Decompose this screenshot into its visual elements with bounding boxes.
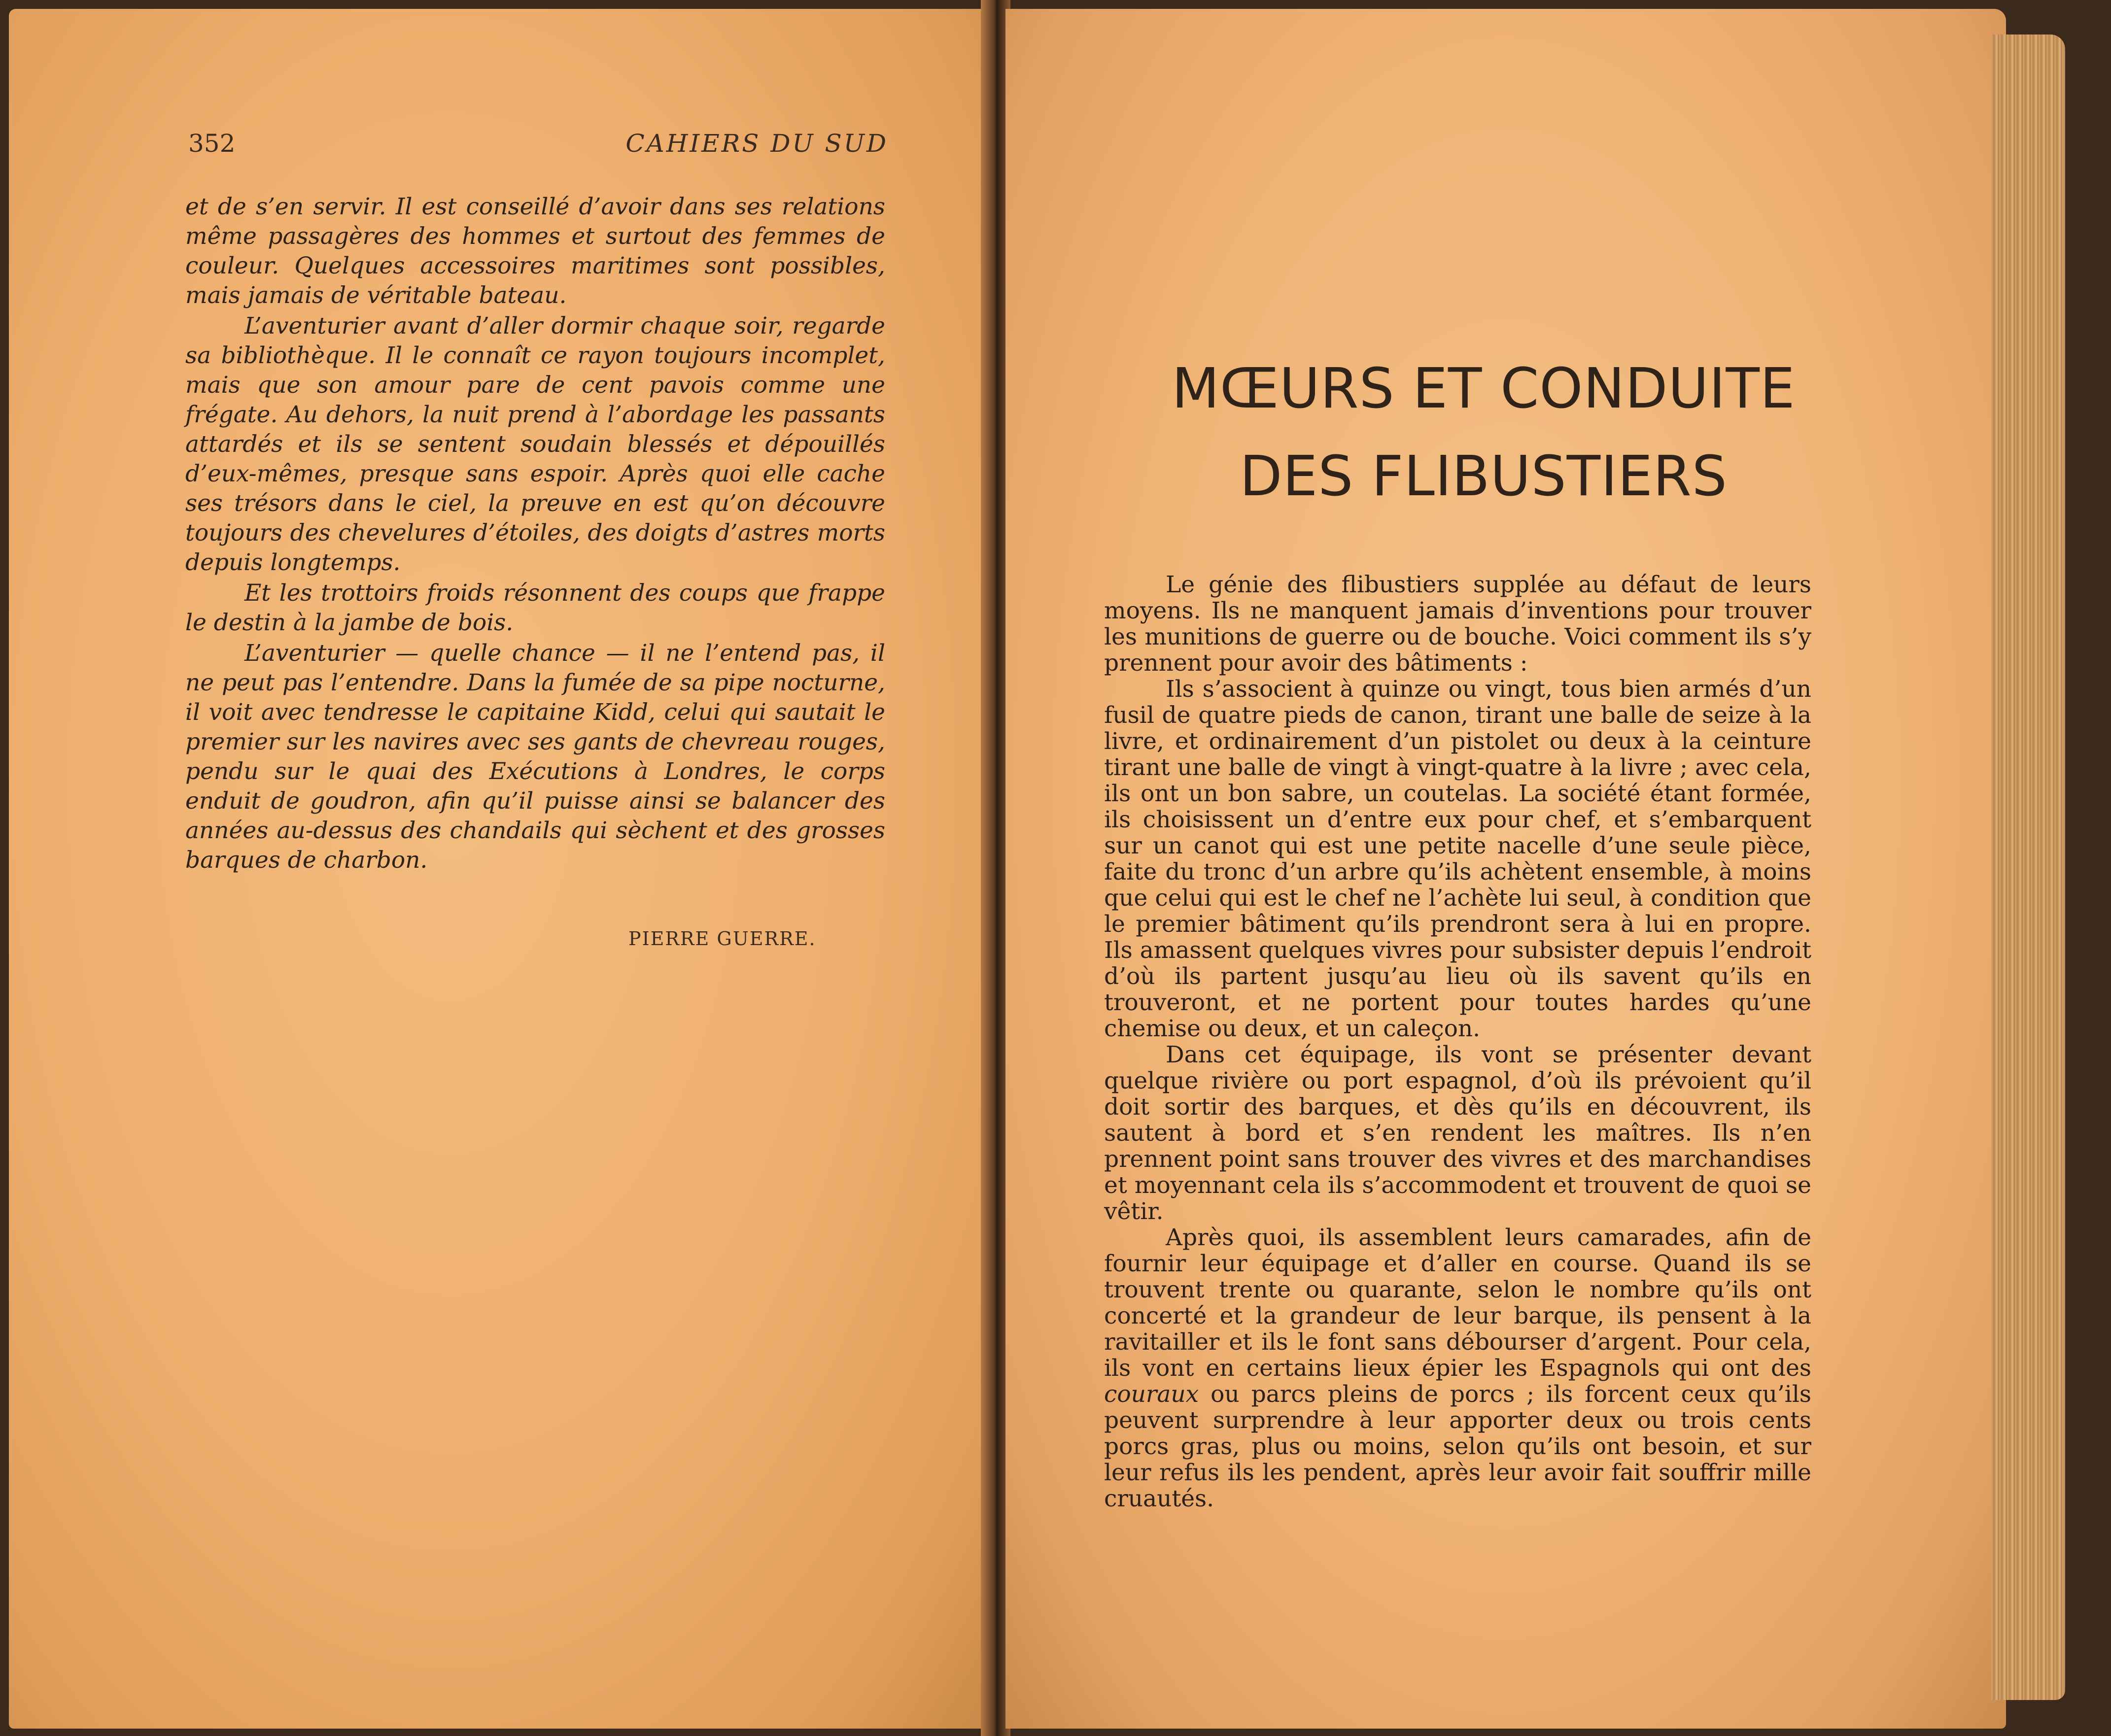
paragraph: L’aventurier avant d’aller dormir chaque soir, regarde sa bibliothèque. Il le connaît ce rayon toujours incomplet, mais que son amour pare de cent pavois comme une frégate. Au dehors, la nuit prend à l’abordage les passants attardés et ils se sentent soudain blessés et dépouillés d’eux-mêmes, presque sans espoir. Après quoi elle cache ses trésors dans le ciel, la preuve en est qu’on découvre toujours des chevelures d’étoiles, des doigts d’astres morts depuis longtemps.: [185, 312, 885, 576]
paragraph: Et les trottoirs froids résonnent des coups que frappe le destin à la jambe de bois.: [185, 579, 885, 636]
page-edges: [1991, 34, 2065, 1700]
title-line-2: DES FLIBUSTIERS: [1240, 444, 1728, 509]
running-head: CAHIERS DU SUD: [625, 129, 888, 158]
right-page-text: [1104, 572, 1811, 1512]
text-run: ou parcs pleins de porcs ; ils forcent ceux qu’ils peuvent surprendre à leur apporter deux ou trois cents porcs gras, plus ou moins, selon qu’ils ont besoin, et sur leur refus ils les pendent, après leur avoir fait souffrir mille cruautés.: [1104, 1381, 1811, 1512]
paragraph: Dans cet équipage, ils vont se présenter devant quelque rivière ou port espagnol, d’où ils prévoient qu’il doit sortir des barques, et dès qu’ils en découvrent, ils sautent à bord et s’en rendent les maîtres. Ils n’en prennent point sans trouver des vivres et des marchandises et moyennant cela ils s’accommodent et trouvent de quoi se vêtir.: [1104, 1041, 1811, 1225]
author-signature: PIERRE GUERRE.: [628, 928, 816, 950]
page-number: 352: [188, 129, 236, 158]
left-page-text: [185, 192, 885, 876]
paragraph: et de s’en servir. Il est conseillé d’avoir dans ses relations même passagères des hommes et surtout des femmes de couleur. Quelques accessoires maritimes sont possibles, mais jamais de véritable bateau.: [185, 193, 885, 309]
text-run: Après quoi, ils assemblent leurs camarades, afin de fournir leur équipage et d’aller en course. Quand ils se trouvent trente ou quarante, selon le nombre qu’ils ont concerté et la grandeur de leur barque, ils pensent à la ravitailler et ils le font sans débourser d’argent. Pour cela, ils vont en certains lieux épier les Espagnols qui ont des: [1104, 1224, 1811, 1382]
article-title: [1084, 345, 1883, 520]
paragraph: L’aventurier — quelle chance — il ne l’entend pas, il ne peut pas l’entendre. Dans la fumée de sa pipe nocturne, il voit avec tendresse le capitaine Kidd, celui qui sautait le premier sur les navires avec ses gants de chevreau rouges, pendu sur le quai des Exécutions à Londres, le corps enduit de goudron, afin qu’il puisse ainsi se balancer des années au-dessus des chandails qui sèchent et des grosses barques de charbon.: [185, 640, 885, 874]
left-page-header: [188, 129, 888, 169]
paragraph: Ils s’associent à quinze ou vingt, tous bien armés d’un fusil de quatre pieds de canon, tirant une balle de seize à la livre, et ordinairement d’un pistolet ou deux à la ceinture tirant une balle de vingt à vingt-quatre à la livre ; avec cela, ils ont un bon sabre, un coutelas. La société étant formée, ils choisissent un d’entre eux pour chef, et s’embarquent sur un canot qui est une petite nacelle d’une seule pièce, faite du tronc d’un arbre qu’ils achètent ensemble, à moins que celui qui est le chef ne l’achète lui seul, à condition que le premier bâtiment qu’ils prendront sera à lui en propre. Ils amassent quelques vivres pour subsister depuis l’endroit d’où ils partent jusqu’au lieu où ils savent qu’ils en trouveront, et ne portent pour toutes hardes qu’une chemise ou deux, et un caleçon.: [1104, 676, 1811, 1042]
italic-term: couraux: [1104, 1381, 1199, 1408]
title-line-1: MŒURS ET CONDUITE: [1172, 357, 1796, 421]
paragraph: Le génie des flibustiers supplée au défaut de leurs moyens. Ils ne manquent jamais d’inventions pour trouver les munitions de guerre ou de bouche. Voici comment ils s’y prennent pour avoir des bâtiments :: [1104, 571, 1811, 677]
paragraph: [1104, 1225, 1811, 1512]
